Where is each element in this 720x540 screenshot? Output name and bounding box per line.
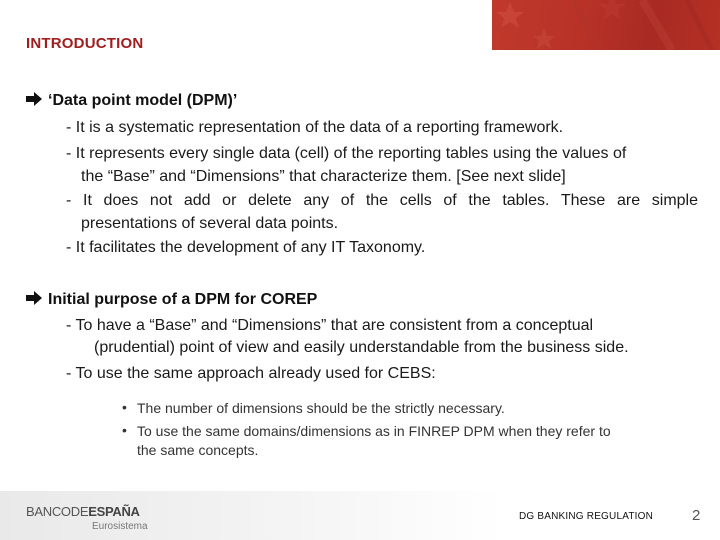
- list-item: - It is a systematic representation of the data of a reporting framework.: [66, 119, 564, 136]
- bullet-heading-text: Initial purpose of a DPM for COREP: [48, 291, 318, 308]
- banco-de-espana-logo: BANCODEESPAÑA: [26, 504, 140, 519]
- department-label: DG BANKING REGULATION: [519, 511, 654, 522]
- list-item: - To have a “Base” and “Dimensions” that are consistent from a conceptual: [66, 317, 594, 334]
- sub-list-item: the same concepts.: [137, 442, 259, 458]
- sub-list-item: The number of dimensions should be the strictly necessary.: [137, 400, 505, 416]
- page-title: INTRODUCTION: [26, 35, 144, 52]
- bullet-heading-dpm: [26, 92, 237, 110]
- bullet-dot: •: [122, 399, 127, 415]
- right-arrow-icon: [26, 92, 48, 110]
- sub-list-item: To use the same domains/dimensions as in FINREP DPM when they refer to: [137, 423, 611, 439]
- list-item: presentations of several data points.: [81, 215, 339, 232]
- header-decoration: [492, 0, 720, 50]
- bullet-heading-purpose: [26, 291, 317, 309]
- bullet-heading-text: ‘Data point model (DPM)’: [48, 92, 238, 109]
- list-item: - It represents every single data (cell) of the reporting tables using the values of: [66, 145, 627, 162]
- list-item: - It does not add or delete any of the cells of the tables. These are simple: [66, 192, 698, 209]
- list-item: - It facilitates the development of any IT Taxonomy.: [66, 239, 426, 256]
- list-item: - To use the same approach already used for CEBS:: [66, 365, 436, 382]
- right-arrow-icon: [26, 291, 48, 309]
- bullet-dot: •: [122, 422, 127, 438]
- list-item: the “Base” and “Dimensions” that characterize them. [See next slide]: [81, 168, 566, 185]
- eu-stars-decoration: [492, 0, 720, 50]
- eurosistema-label: Eurosistema: [92, 521, 148, 532]
- page-number: 2: [692, 507, 701, 524]
- list-item: (prudential) point of view and easily understandable from the business side.: [94, 339, 629, 356]
